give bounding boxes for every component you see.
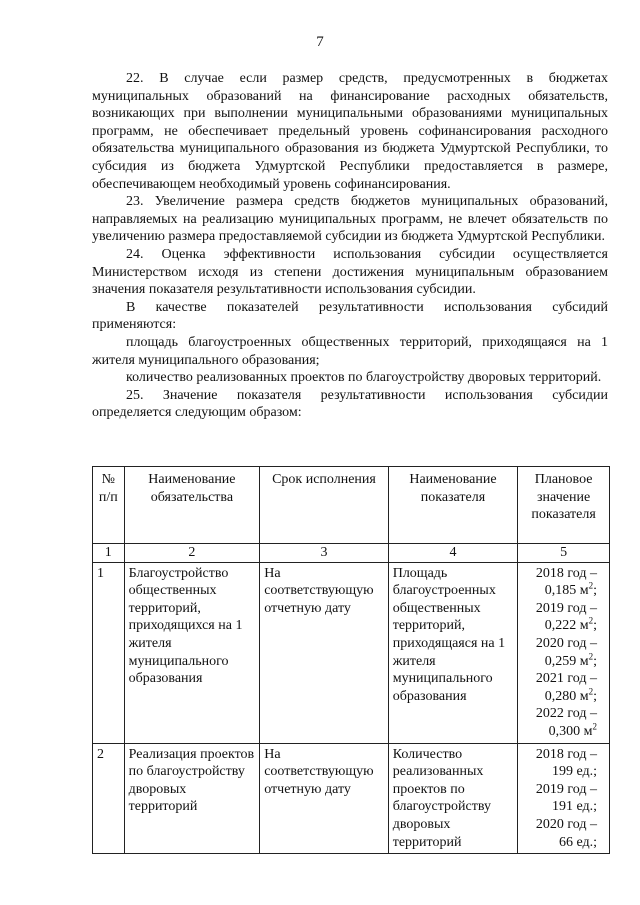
header-obligation: Наименование обязательства xyxy=(124,467,260,544)
document-body xyxy=(92,70,608,422)
row-obligation: Благоустройство общественных территорий, приходящихся на 1 жителя муниципального образования xyxy=(124,562,260,743)
paragraph-22: 22. В случае если размер средств, предусмотренных в бюджетах муниципальных образований на финансирование расходных обязательств, возникающих при выполнении муниципальными образованиями муниципальных программ, не обеспечивает предельный уровень софинансирования расходного обязательства муниципального образования из бюджета Удмуртской Республики, то субсидия из бюджета Удмуртской Республики предоставляется в размере, обеспечивающем необходимый уровень софинансирования. xyxy=(92,71,608,192)
plan-line: 2022 год – xyxy=(535,706,597,722)
column-index: 3 xyxy=(260,544,388,563)
row-plan-value xyxy=(518,743,610,854)
page-number: 7 xyxy=(316,34,324,50)
table-column-index-row xyxy=(93,544,610,563)
row-number: 1 xyxy=(93,562,125,743)
plan-line: 2018 год – xyxy=(535,565,597,581)
plan-line: 2021 год – xyxy=(535,671,597,687)
table-row xyxy=(93,562,610,743)
table-row xyxy=(93,743,610,854)
plan-line: 191 ед.; xyxy=(551,799,597,815)
row-term: На соответствующую отчетную дату xyxy=(260,562,388,743)
plan-line: 0,259 $м^2$; xyxy=(544,650,597,669)
row-number: 2 xyxy=(93,743,125,854)
row-plan-value xyxy=(518,562,610,743)
plan-line: 2020 год – xyxy=(535,816,597,832)
paragraph-25: 25. Значение показателя результативности использования субсидии определяется следующим образом: xyxy=(92,387,608,421)
plan-line: 2020 год – xyxy=(535,635,597,651)
header-number: № п/п xyxy=(93,467,125,544)
plan-line: 2018 год – xyxy=(535,746,597,762)
paragraph-24: 24. Оценка эффективности использования субсидии осуществляется Министерством исходя из степени достижения муниципальным образованием значения показателя результативности использования субсидии. xyxy=(92,246,608,298)
plan-line: 66 ед.; xyxy=(558,834,597,850)
column-index: 1 xyxy=(93,544,125,563)
header-term: Срок исполнения xyxy=(260,467,388,544)
plan-line: 0,280 $м^2$; xyxy=(544,686,597,704)
row-indicator: Площадь благоустроенных общественных территорий, приходящаяся на 1 жителя муниципального образования xyxy=(388,562,518,743)
row-term: На соответствующую отчетную дату xyxy=(260,743,388,854)
paragraph-indicators-intro: В качестве показателей результативности использования субсидий применяются: xyxy=(92,299,608,333)
plan-line: 2019 год – xyxy=(535,781,597,797)
row-indicator: Количество реализованных проектов по благоустройству дворовых территорий xyxy=(388,743,518,854)
header-indicator: Наименование показателя xyxy=(388,467,518,544)
plan-line: 0,222 $м^2$; xyxy=(544,615,597,634)
column-index: 2 xyxy=(124,544,260,563)
indicator-table-wrapper xyxy=(92,466,610,854)
paragraph-indicator-projects: количество реализованных проектов по благоустройству дворовых территорий. xyxy=(126,370,602,386)
row-obligation: Реализация проектов по благоустройству дворовых территорий xyxy=(124,743,260,854)
plan-line: 0,185 $м^2$; xyxy=(544,580,597,599)
plan-line: 0,300 $м^2$ xyxy=(548,721,597,739)
table-header-row xyxy=(93,467,610,544)
column-index: 4 xyxy=(388,544,518,563)
plan-line: 199 ед.; xyxy=(551,764,597,780)
indicator-table xyxy=(92,466,610,854)
paragraph-indicator-area: площадь благоустроенных общественных территорий, приходящаяся на 1 жителя муниципального образования; xyxy=(92,334,608,368)
paragraph-23: 23. Увеличение размера средств бюджетов муниципальных образований, направляемых на реализацию муниципальных программ, не влечет обязательств по увеличению размера предоставляемой субсидии из бюджета Удмуртской Республики. xyxy=(92,194,608,245)
plan-line: 2019 год – xyxy=(535,600,597,616)
column-index: 5 xyxy=(518,544,610,563)
header-plan-value: Плановое значение показателя xyxy=(518,467,610,544)
